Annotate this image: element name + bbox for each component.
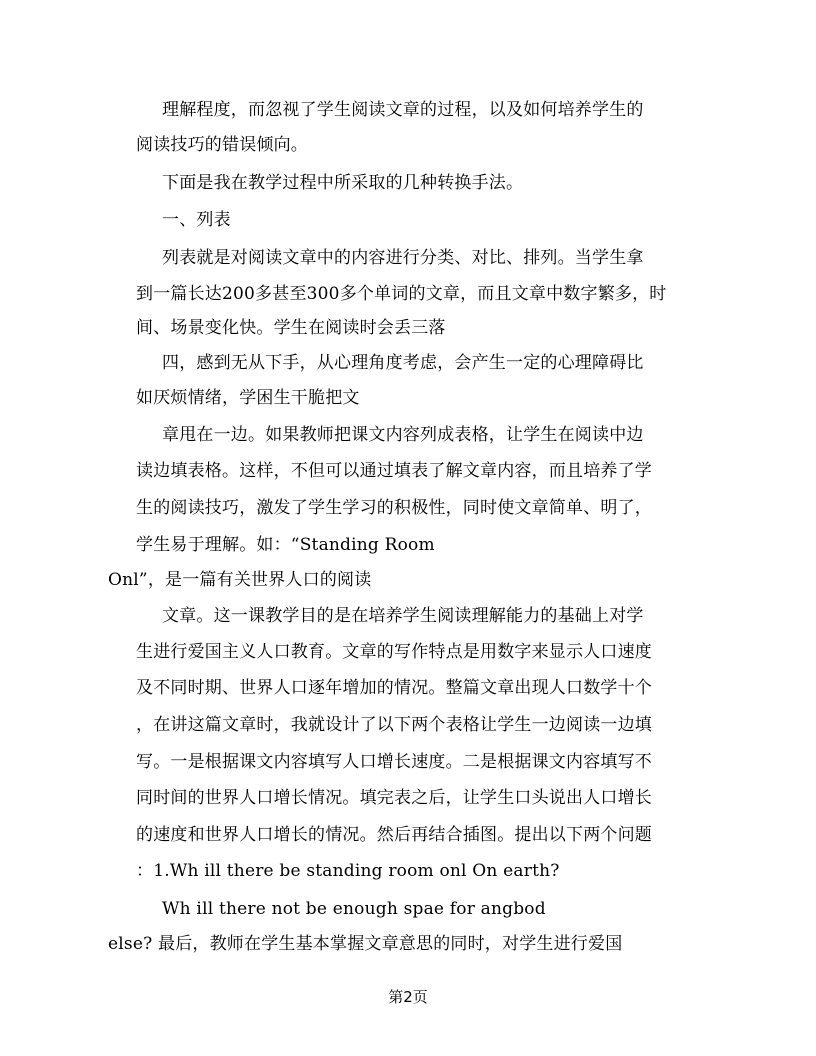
text-line-6: 到一篇长达200多甚至300多个单词的文章，而且文章中数字繁多，时 bbox=[136, 284, 667, 304]
text-line-13: 学生易于理解。如：“Standing Room bbox=[136, 535, 435, 555]
text-line-10: 章甩在一边。如果教师把课文内容列成表格，让学生在阅读中边 bbox=[162, 425, 644, 445]
text-line-1: 理解程度，而忽视了学生阅读文章的过程，以及如何培养学生的 bbox=[162, 100, 644, 120]
section-heading: 一、列表 bbox=[162, 210, 231, 230]
text-line-2: 阅读技巧的错误倾向。 bbox=[136, 135, 308, 155]
text-line-23: Wh ill there not be enough spae for angbod bbox=[162, 899, 546, 919]
text-line-5: 列表就是对阅读文章中的内容进行分类、对比、排列。当学生拿 bbox=[162, 248, 644, 268]
page-number: 第2页 bbox=[388, 988, 428, 1006]
text-line-17: 及不同时期、世界人口逐年增加的情况。整篇文章出现人口数学十个 bbox=[136, 678, 652, 698]
text-line-9: 如厌烦情绪，学困生干脆把文 bbox=[136, 388, 360, 408]
text-line-18: ，在讲这篇文章时，我就设计了以下两个表格让学生一边阅读一边填 bbox=[136, 715, 652, 735]
text-line-15: 文章。这一课教学目的是在培养学生阅读理解能力的基础上对学 bbox=[162, 606, 644, 626]
text-line-7: 间、场景变化快。学生在阅读时会丢三落 bbox=[136, 318, 446, 338]
text-line-20: 同时间的世界人口增长情况。填完表之后，让学生口头说出人口增长 bbox=[136, 788, 652, 808]
text-line-24: else? 最后，教师在学生基本掌握文章意思的同时，对学生进行爱国 bbox=[108, 934, 623, 954]
text-line-21: 的速度和世界人口增长的情况。然后再结合插图。提出以下两个问题 bbox=[136, 825, 652, 845]
text-line-11: 读边填表格。这样，不但可以通过填表了解文章内容，而且培养了学 bbox=[136, 461, 652, 481]
text-line-22: ：1.Wh ill there be standing room onl On earth? bbox=[136, 861, 560, 881]
text-line-14: Onl”，是一篇有关世界人口的阅读 bbox=[108, 570, 372, 590]
text-line-3: 下面是我在教学过程中所采取的几种转换手法。 bbox=[162, 173, 524, 193]
text-line-8: 四，感到无从下手，从心理角度考虑，会产生一定的心理障碍比 bbox=[162, 353, 644, 373]
text-line-19: 写。一是根据课文内容填写人口增长速度。二是根据课文内容填写不 bbox=[136, 752, 652, 772]
text-line-16: 生进行爱国主义人口教育。文章的写作特点是用数字来显示人口速度 bbox=[136, 642, 652, 662]
text-line-12: 生的阅读技巧，激发了学生学习的积极性，同时使文章简单、明了， bbox=[136, 498, 652, 518]
